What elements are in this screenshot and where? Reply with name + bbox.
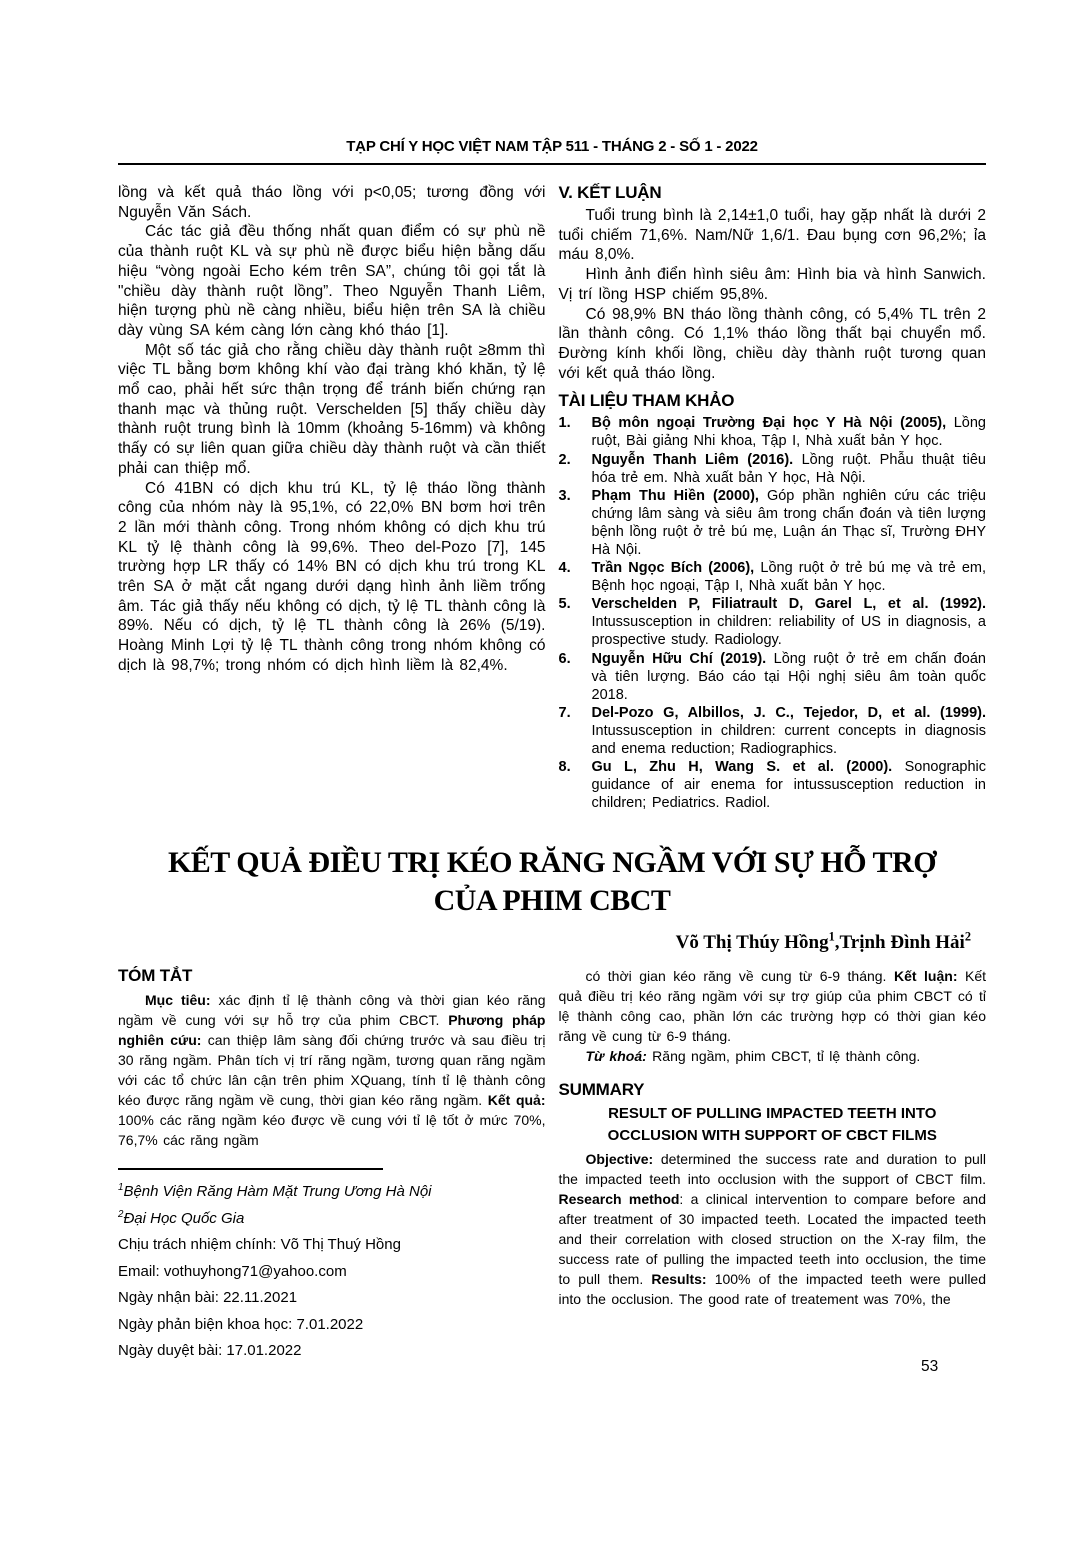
page-content — [118, 138, 986, 1365]
paragraph: Có 41BN có dịch khu trú KL, tỷ lệ tháo lồng thành công của nhóm này là 95,1%, có 22,0% BN bơm hơi trên 2 lần mới thành công. Trong nhóm không có dịch khu trú KL tỷ lệ thành công là 99,6%. Theo del-Pozo [7], 145 trường hợp LR thấy có 14% BN có dịch khu trú trong KL trên SA ở mặt cắt ngang dưới dạng hình ảnh liềm trống âm. Tác giả thấy nếu không có dịch, tỷ lệ TL thành công là 89%. Nếu có dịch, tỷ lệ TL thành công là 26% (5/19). Hoàng Minh Lợi tỷ lệ TL thành công trong nhóm không có dịch là 98,7%; trong nhóm có dịch hình liềm là 82,4%. — [118, 479, 546, 674]
paragraph: Một số tác giả cho rằng chiều dày thành ruột ≥8mm thì việc TL bằng bơm không khí vào đại tràng khó khăn, tỷ lệ mổ cao, phải hết sức thận trọng để tránh biến chứng rạn thanh mạc và thủng ruột. Verschelden [5] thấy chiều dày thành ruột trung bình là 10mm (khoảng 5-16mm) và không thấy có sự liên quan giữa chiều dày thành ruột và cần thiết phải can thiệp mổ. — [118, 341, 546, 477]
article2-right-column — [559, 966, 987, 1365]
footnote-line: $^2$Đại Học Quốc Gia — [118, 1208, 245, 1227]
tomtat-heading: TÓM TẮT — [118, 966, 193, 986]
article2-title — [118, 844, 986, 920]
paragraph: Objective: determined the success rate and duration to pull the impacted teeth into occlusion with the support of CBCT film. Research method: a clinical intervention to compare before and after treatment of 30 impacted teeth. Located the impacted teeth and their correlation with closed struction on the X-ray film, the success rate of pulling the impacted teeth into occlusion, the time to pull them. Results: 100% of the impacted teeth were pulled into the occlusion. The good rate of treatement was 70%, the — [558, 1151, 987, 1308]
article2-title-line1: KẾT QUẢ ĐIỀU TRỊ KÉO RĂNG NGẦM VỚI SỰ HỖ TRỢ — [167, 846, 937, 880]
reference-number: 8. — [558, 759, 571, 776]
summary-title-line2: OCCLUSION WITH SUPPORT OF CBCT FILMS — [607, 1127, 937, 1145]
conclusion-body — [559, 206, 987, 383]
summary-title-line1: RESULT OF PULLING IMPACTED TEETH INTO — [608, 1105, 937, 1123]
journal-header — [118, 138, 986, 165]
article2-title-line2: CỦA PHIM CBCT — [433, 884, 671, 918]
paragraph: lồng và kết quả tháo lồng với p<0,05; tương đồng với Nguyễn Văn Sách. — [118, 184, 546, 221]
article1-columns — [118, 183, 986, 812]
reference-number: 4. — [558, 560, 571, 577]
reference-text: Trần Ngọc Bích (2006), Lồng ruột ở trẻ bú mẹ và trẻ em, Bệnh học ngoại, Tập I, Nhà xuất bản Y học. — [591, 560, 986, 595]
reference-number: 6. — [558, 650, 571, 667]
summary-title — [559, 1103, 987, 1147]
footnote-line: Ngày duyệt bài: 17.01.2022 — [118, 1342, 302, 1360]
footnote-divider — [118, 1168, 383, 1170]
reference-number: 1. — [558, 415, 571, 432]
footnote-line: $^1$Bệnh Viện Răng Hàm Mặt Trung Ương Hà Nội — [118, 1182, 432, 1201]
page-number: 53 — [921, 1358, 939, 1375]
reference-text: Nguyễn Hữu Chí (2019). Lồng ruột ở trẻ em chấn đoán và tiên lượng. Báo cáo tại Hội nghị siêu âm toàn quốc 2018. — [591, 650, 986, 703]
reference-number: 7. — [558, 704, 571, 721]
footnote-line: Ngày nhận bài: 22.11.2021 — [118, 1289, 298, 1307]
reference-text: Del-Pozo G, Albillos, J. C., Tejedor, D, et al. (1999). Intussusception in children: current concepts in diagnosis and enema reduction; Radiographics. — [591, 704, 986, 758]
reference-item — [559, 559, 987, 595]
article2-authors: Võ Thị Thúy Hồng$^1$,Trịnh Đình Hải$^2$ — [675, 930, 971, 954]
summary-heading: SUMMARY — [558, 1080, 645, 1100]
article1-right-column — [559, 183, 987, 812]
article1-left-column — [118, 183, 546, 812]
footnote-line: Ngày phản biện khoa học: 7.01.2022 — [118, 1315, 364, 1333]
conclusion-heading: V. KẾT LUẬN — [558, 183, 662, 202]
reference-text: Nguyễn Thanh Liêm (2016). Lồng ruột. Phẫu thuật tiêu hóa trẻ em. Nhà xuất bản Y học, Hà Nội. — [591, 451, 986, 486]
paragraph: Hình ảnh điển hình siêu âm: Hình bia và hình Sanwich. Vị trí lồng HSP chiếm 95,8%. — [558, 266, 986, 303]
references-list — [559, 414, 987, 812]
tomtat-body — [118, 990, 546, 1150]
reference-item — [559, 758, 987, 812]
references-heading: TÀI LIỆU THAM KHẢO — [558, 391, 735, 411]
reference-text: Phạm Thu Hiền (2000), Góp phần nghiên cứu các triệu chứng lâm sàng và siêu âm trong chẩn đoán và tiên lượng bệnh lồng ruột ở trẻ bú mẹ, Luận án Thạc sĩ, Trường ĐHY Hà Nội. — [591, 487, 986, 558]
reference-item — [559, 704, 987, 758]
reference-item — [559, 414, 987, 450]
summary-body — [559, 1149, 987, 1309]
reference-text: Gu L, Zhu H, Wang S. et al. (2000). Sonographic guidance of air enema for intussusception reduction in children; Pediatrics. Radiol. — [591, 759, 987, 812]
footnote-line: Chịu trách nhiệm chính: Võ Thị Thuý Hồng — [118, 1236, 401, 1254]
reference-item — [559, 595, 987, 649]
reference-item — [559, 451, 987, 487]
reference-number: 5. — [558, 596, 571, 613]
paragraph: Có 98,9% BN tháo lồng thành công, có 5,4% TL trên 2 lần thành công. Có 1,1% tháo lồng thất bại chuyển mổ. Đường kính khối lồng, chiều dày thành ruột tương quan với kết quả tháo lồng. — [558, 305, 986, 382]
tomtat-continued — [559, 966, 987, 1066]
reference-text: Bộ môn ngoại Trường Đại học Y Hà Nội (2005), Lồng ruột, Bài giảng Nhi khoa, Tập I, Nhà xuất bản Y học. — [591, 415, 986, 450]
article2-left-column — [118, 966, 546, 1365]
reference-text: Verschelden P, Filiatrault D, Garel L, et al. (1992). Intussusception in children: reliability of US in diagnosis, a prospective study. Radiology. — [591, 596, 986, 649]
reference-item — [559, 650, 987, 704]
journal-header-title: TẠP CHÍ Y HỌC VIỆT NAM TẬP 511 - THÁNG 2 - SỐ 1 - 2022 — [346, 138, 758, 155]
article2-columns — [118, 966, 986, 1365]
footnote-line-email: Email: vothuyhong71@yahoo.com — [118, 1262, 347, 1280]
paragraph: Từ khoá: Răng ngầm, phim CBCT, tỉ lệ thành công. — [585, 1048, 921, 1065]
paragraph: Tuổi trung bình là 2,14±1,0 tuổi, hay gặp nhất là dưới 2 tuổi chiếm 71,6%. Nam/Nữ 1,6/1. Đau bụng cơn 96,2%; ỉa máu 8,0%. — [558, 207, 986, 264]
paragraph: Mục tiêu: xác định tỉ lệ thành công và thời gian kéo răng ngầm về cung với sự hỗ trợ của phim CBCT. Phương pháp nghiên cứu: can thiệp lâm sàng đối chứng trước và sau điều trị 30 răng ngầm. Phân tích vị trí răng ngầm, tương quan răng ngầm với các tổ chức lân cận trên phim XQuang, tính tỉ lệ thành công kéo được răng ngầm về cung, thời gian kéo răng ngầm. Kết quả: 100% các răng ngầm kéo được về cung với tỉ lệ tốt ở mức 70%, 76,7% các răng ngầm — [118, 992, 546, 1149]
reference-number: 2. — [558, 451, 571, 468]
paragraph: Các tác giả đều thống nhất quan điểm có sự phù nề của thành ruột KL và sự phù nề được biểu hiện bằng dấu hiệu “vòng ngoài Echo kém trên SA”, chúng tôi gọi tắt là "chiều dày thành ruột lồng”. Theo Nguyễn Thanh Liêm, hiện tượng phù nề càng nhiều, biểu hiện trên SA là chiều dày vùng SA kém càng lớn càng khó tháo [1]. — [118, 223, 546, 339]
footnotes — [118, 1179, 546, 1365]
reference-number: 3. — [558, 487, 571, 504]
reference-item — [559, 487, 987, 559]
paragraph: có thời gian kéo răng về cung từ 6-9 tháng. Kết luận: Kết quả điều trị kéo răng ngầm với sự trợ giúp của phim CBCT có tỉ lệ thành công cao, phần lớn các trường hợp có thời gian kéo răng về cung từ 6-9 tháng. — [558, 968, 987, 1045]
